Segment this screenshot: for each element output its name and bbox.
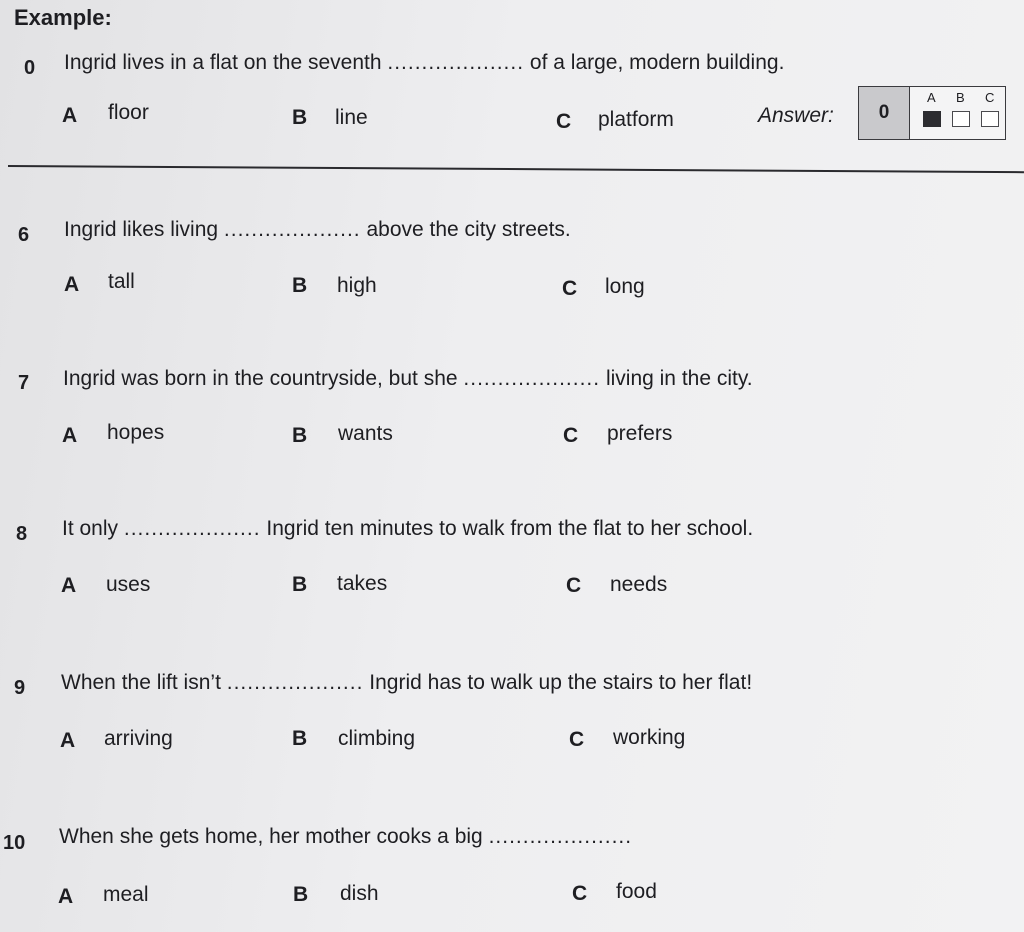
option-letter-b: B (293, 883, 309, 906)
answer-box-mark-b (952, 111, 970, 127)
answer-label: Answer: (758, 104, 834, 127)
answer-gap: .................... (123, 517, 261, 540)
question-stem (63, 367, 753, 391)
option-letter-b: B (292, 573, 308, 596)
question-stem (61, 671, 752, 695)
option-text-b: climbing (338, 727, 416, 750)
option-text-a: uses (106, 573, 151, 596)
option-text-c: working (613, 726, 686, 749)
option-text-a: tall (108, 270, 135, 293)
option-text-b: line (335, 106, 368, 129)
answer-gap: .................... (223, 218, 361, 241)
stem-before: When she gets home, her mother cooks a big (59, 825, 483, 848)
option-text-b: wants (338, 422, 393, 445)
option-letter-c: C (566, 574, 582, 597)
option-text-c: platform (598, 108, 674, 131)
option-letter-b: B (292, 106, 308, 129)
option-letter-c: C (562, 277, 578, 300)
option-text-c: food (616, 880, 657, 903)
stem-after: of a large, modern building. (529, 51, 785, 74)
divider-line (8, 165, 1024, 173)
stem-after: living in the city. (605, 367, 753, 390)
answer-gap: .................... (226, 671, 364, 694)
option-text-b: high (337, 274, 377, 297)
stem-after: Ingrid has to walk up the stairs to her flat! (369, 671, 753, 694)
option-letter-b: B (292, 727, 308, 750)
question-stem (62, 517, 753, 541)
option-text-c: prefers (607, 422, 673, 445)
option-letter-a: A (62, 424, 78, 447)
option-text-a: hopes (107, 421, 165, 444)
example-answer-box (858, 86, 1006, 140)
option-letter-a: A (61, 574, 77, 597)
option-letter-a: A (58, 885, 74, 908)
answer-gap: .................... (463, 367, 601, 390)
answer-gap: .................... (387, 51, 525, 74)
option-letter-a: A (62, 104, 78, 127)
option-letter-a: A (64, 273, 80, 296)
answer-gap: .................... (488, 825, 626, 848)
question-stem (64, 218, 571, 242)
option-letter-c: C (572, 882, 588, 905)
stem-after: above the city streets. (366, 218, 571, 241)
answer-box-letter-a: A (927, 90, 936, 105)
answer-box-letter-b: B (956, 90, 965, 105)
option-text-a: floor (108, 101, 149, 124)
stem-before: Ingrid likes living (64, 218, 219, 241)
question-number: 9 (14, 677, 26, 699)
stem-before: When the lift isn’t (61, 671, 221, 694)
answer-box-letter-c: C (985, 90, 995, 105)
option-text-b: takes (337, 572, 388, 595)
option-letter-b: B (292, 274, 308, 297)
stem-after: Ingrid ten minutes to walk from the flat to her school. (266, 517, 754, 540)
option-letter-c: C (563, 424, 579, 447)
answer-box-mark-c (981, 111, 999, 127)
option-letter-c: C (569, 728, 585, 751)
answer-box-mark-a (923, 111, 941, 127)
option-text-c: long (605, 275, 645, 298)
option-text-a: arriving (104, 727, 173, 750)
option-letter-c: C (556, 110, 572, 133)
stem-before: Ingrid lives in a flat on the seventh (64, 51, 382, 74)
question-number: 10 (3, 832, 26, 854)
stem-before: Ingrid was born in the countryside, but she (63, 367, 458, 390)
stem-after: . (625, 825, 632, 848)
question-number: 8 (16, 523, 28, 545)
option-text-b: dish (340, 882, 379, 905)
option-text-a: meal (103, 883, 149, 906)
stem-before: It only (62, 517, 119, 540)
question-number: 7 (18, 372, 30, 394)
option-text-c: needs (610, 573, 668, 596)
option-letter-a: A (60, 729, 76, 752)
example-heading: Example: (14, 5, 112, 30)
question-number: 6 (18, 224, 30, 246)
option-letter-b: B (292, 424, 308, 447)
example-number: 0 (24, 57, 36, 79)
answer-box-number: 0 (859, 87, 910, 139)
question-stem (59, 825, 631, 849)
example-stem (64, 51, 784, 75)
